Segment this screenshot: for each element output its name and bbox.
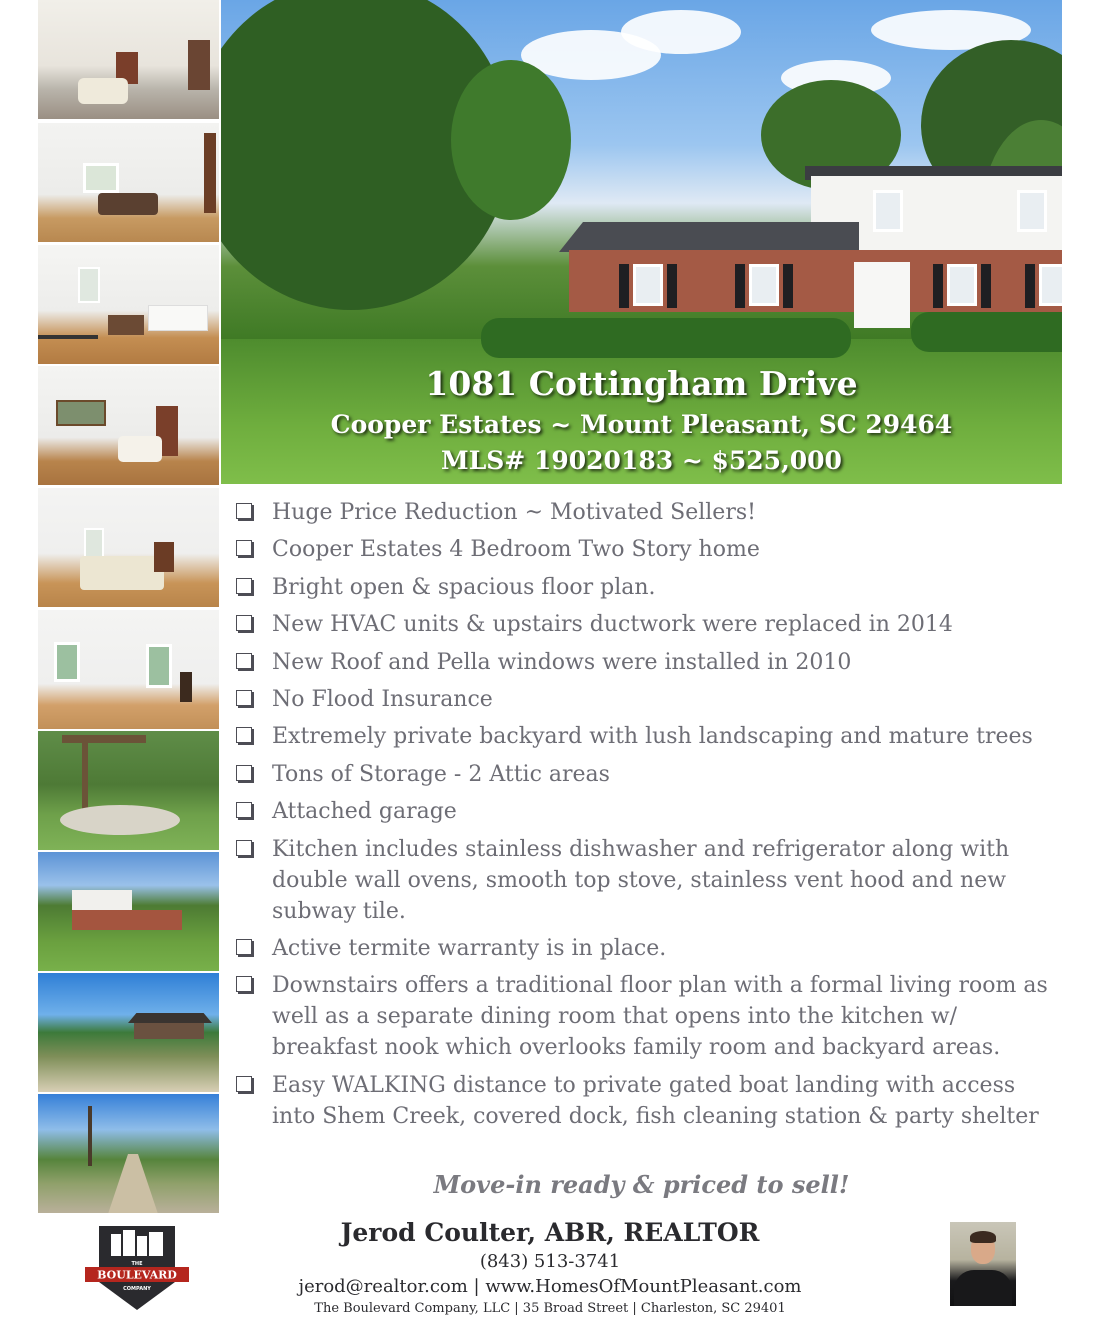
feature-item: Active termite warranty is in place.	[234, 933, 1052, 964]
feature-item: Easy WALKING distance to private gated boat landing with access into Shem Creek, covered dock, fish cleaning station & party shelter	[234, 1070, 1052, 1132]
feature-item: No Flood Insurance	[234, 684, 1052, 715]
agent-avatar	[950, 1222, 1016, 1306]
checkbox-icon	[236, 690, 252, 706]
listing-mls-price: MLS# 19020183 ~ $525,000	[441, 446, 842, 475]
feature-item: Bright open & spacious floor plan.	[234, 572, 1052, 603]
checkbox-icon	[236, 939, 252, 955]
checkbox-icon	[236, 578, 252, 594]
boulevard-company-logo	[83, 1220, 191, 1312]
checkbox-icon	[236, 727, 252, 743]
checkbox-icon	[236, 976, 252, 992]
photo-kitchen	[38, 245, 219, 364]
feature-item: New HVAC units & upstairs ductwork were replaced in 2014	[234, 609, 1052, 640]
checkbox-icon	[236, 540, 252, 556]
svg-text:BOULEVARD: BOULEVARD	[97, 1268, 177, 1282]
checkbox-icon	[236, 653, 252, 669]
photo-pergola-backyard	[38, 731, 219, 850]
agent-phone: (843) 513-3741	[479, 1251, 621, 1272]
feature-item: New Roof and Pella windows were installed in 2010	[234, 647, 1052, 678]
agent-contact: jerod@realtor.com | www.HomesOfMountPleasant.com	[298, 1276, 802, 1297]
photo-house-rear	[38, 852, 219, 971]
feature-item: Kitchen includes stainless dishwasher and refrigerator along with double wall ovens, smooth top stove, stainless vent hood and new subway tile.	[234, 834, 1052, 927]
feature-item: Tons of Storage - 2 Attic areas	[234, 759, 1052, 790]
feature-item: Attached garage	[234, 796, 1052, 827]
feature-item: Extremely private backyard with lush landscaping and mature trees	[234, 721, 1052, 752]
agent-name: Jerod Coulter, ABR, REALTOR	[340, 1218, 760, 1247]
feature-list	[234, 497, 1052, 1138]
feature-item: Huge Price Reduction ~ Motivated Sellers!	[234, 497, 1052, 528]
listing-address: 1081 Cottingham Drive	[425, 364, 858, 403]
photo-empty-bedroom	[38, 610, 219, 729]
checkbox-icon	[236, 765, 252, 781]
checkbox-icon	[236, 503, 252, 519]
checkbox-icon	[236, 1076, 252, 1092]
listing-subtitle: Cooper Estates ~ Mount Pleasant, SC 29464	[330, 410, 953, 439]
photo-living-room	[38, 0, 219, 119]
checkbox-icon	[236, 615, 252, 631]
photo-dining-room	[38, 123, 219, 242]
photo-living-area	[38, 366, 219, 485]
photo-boat-landing-shelter	[38, 973, 219, 1092]
checkbox-icon	[236, 840, 252, 856]
feature-item: Downstairs offers a traditional floor plan with a formal living room as well as a separate dining room that opens into the kitchen w/ breakfast nook which overlooks family room and backyard areas.	[234, 970, 1052, 1063]
checkbox-icon	[236, 802, 252, 818]
photo-bedroom	[38, 488, 219, 607]
agent-office: The Boulevard Company, LLC | 35 Broad Street | Charleston, SC 29401	[314, 1301, 786, 1316]
svg-text:THE: THE	[131, 1261, 143, 1267]
photo-strip	[38, 0, 219, 1213]
tagline: Move-in ready & priced to sell!	[433, 1170, 850, 1199]
svg-text:COMPANY: COMPANY	[123, 1286, 151, 1292]
photo-creek-path	[38, 1094, 219, 1213]
feature-item: Cooper Estates 4 Bedroom Two Story home	[234, 534, 1052, 565]
